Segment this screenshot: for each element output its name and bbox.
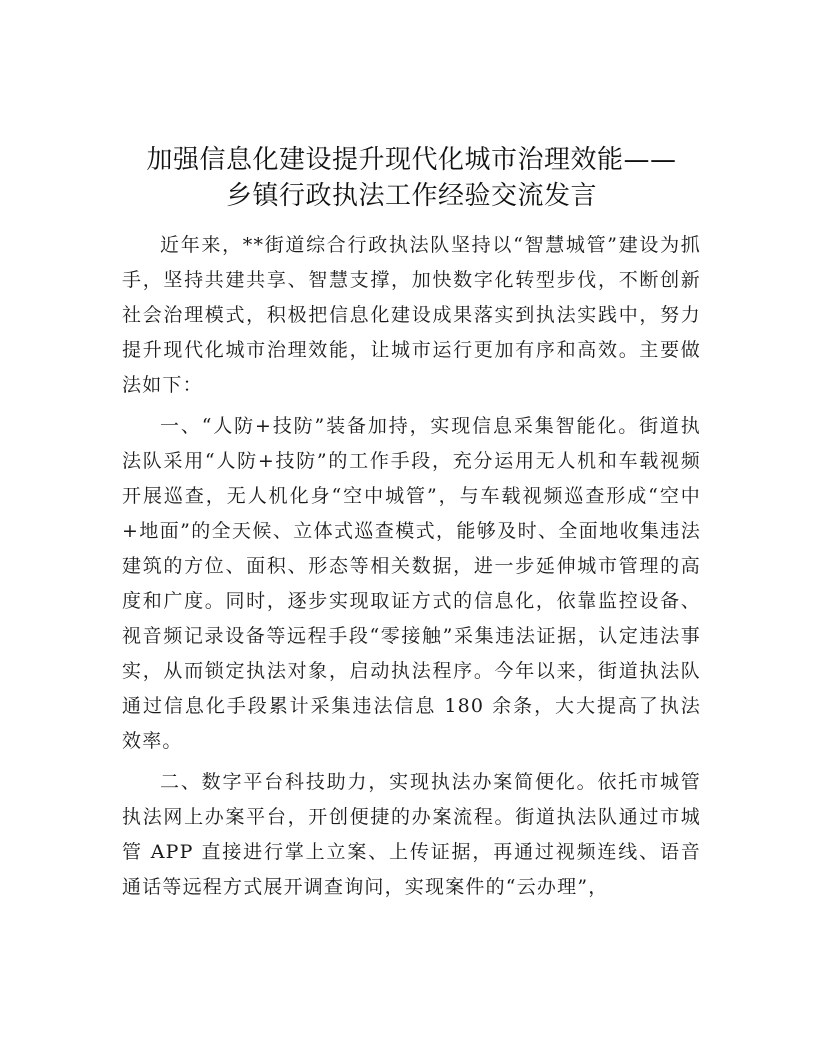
paragraph-section-1: 一、“人防+技防”装备加持，实现信息采集智能化。街道执法队采用“人防+技防”的工作手段，充分运用无人机和车载视频开展巡查，无人机化身“空中城管”，与车载视频巡查形成“空中+地面”的全天候、立体式巡查模式，能够及时、全面地收集违法建筑的方位、面积、形态等相关数据，进一步延伸城市管理的高度和广度。同时，逐步实现取证方式的信息化，依靠监控设备、视音频记录设备等远程手段“零接触”采集违法证据，认定违法事实，从而锁定执法对象，启动执法程序。今年以来，街道执法队通过信息化手段累计采集违法信息 180 余条，大大提高了执法效率。 bbox=[122, 415, 701, 752]
document-title bbox=[122, 142, 701, 214]
title-line-1: 加强信息化建设提升现代化城市治理效能—— bbox=[146, 145, 677, 175]
paragraph-intro: 近年来，**街道综合行政执法队坚持以“智慧城管”建设为抓手，坚持共建共享、智慧支撑，加快数字化转型步伐，不断创新社会治理模式，积极把信息化建设成果落实到执法实践中，努力提升现代化城市治理效能，让城市运行更加有序和高效。主要做法如下： bbox=[122, 234, 701, 396]
document-body bbox=[122, 228, 701, 905]
title-line-2: 乡镇行政执法工作经验交流发言 bbox=[225, 181, 597, 211]
paragraph-section-2: 二、数字平台科技助力，实现执法办案简便化。依托市城管执法网上办案平台，开创便捷的办案流程。街道执法队通过市城管 APP 直接进行掌上立案、上传证据，再通过视频连线、语音通话等远程方式展开调查询问，实现案件的“云办理”， bbox=[122, 771, 701, 898]
